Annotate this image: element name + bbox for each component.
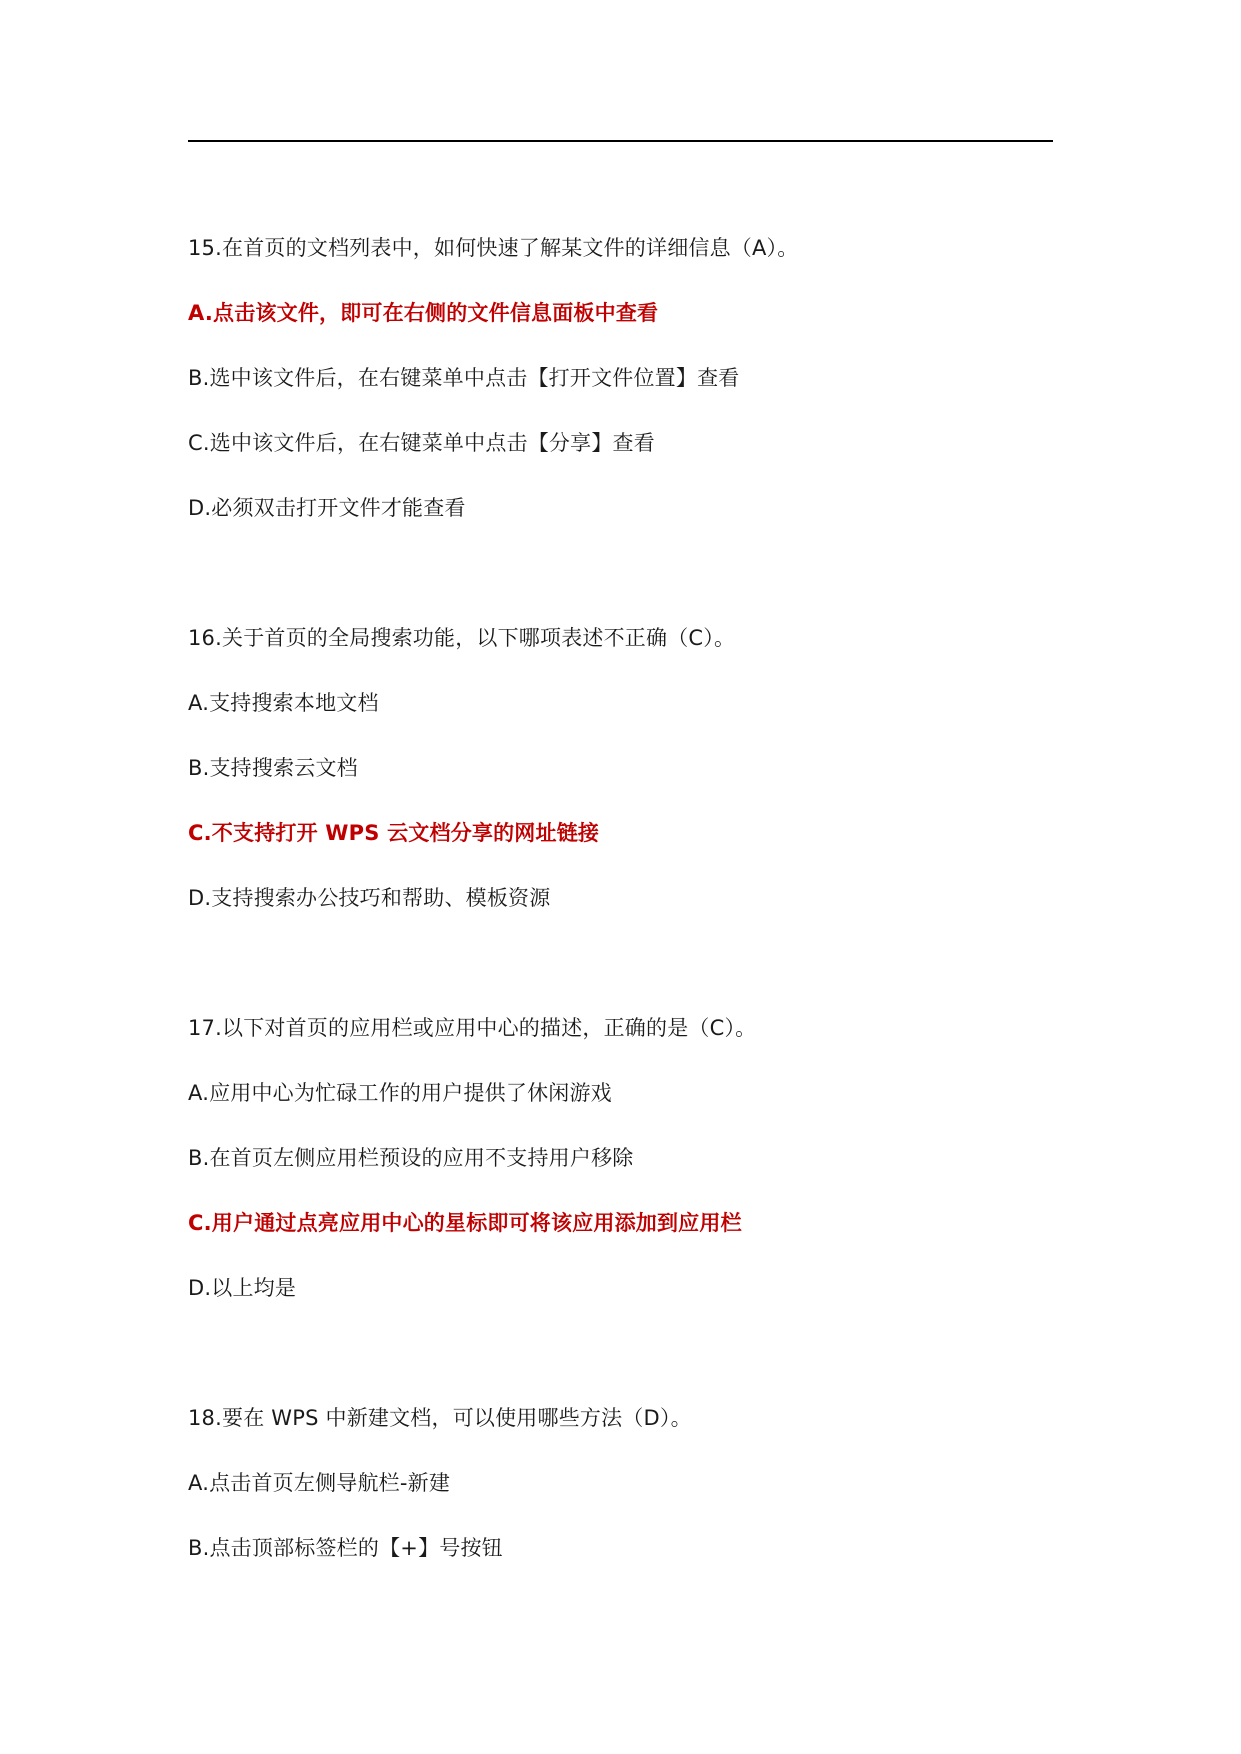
- question-16-option-d: D.支持搜索办公技巧和帮助、模板资源: [188, 886, 551, 910]
- question-18-option-a: A.点击首页左侧导航栏-新建: [188, 1471, 451, 1495]
- question-17-option-d: D.以上均是: [188, 1276, 297, 1300]
- question-17-option-a: A.应用中心为忙碌工作的用户提供了休闲游戏: [188, 1081, 612, 1105]
- question-15-option-b: B.选中该文件后，在右键菜单中点击【打开文件位置】查看: [188, 366, 740, 390]
- question-15-stem: 15.在首页的文档列表中，如何快速了解某文件的详细信息（A）。: [188, 236, 799, 260]
- question-16-stem: 16.关于首页的全局搜索功能，以下哪项表述不正确（C）。: [188, 626, 736, 650]
- question-15-option-d: D.必须双击打开文件才能查看: [188, 496, 466, 520]
- question-16-option-c: C.不支持打开 WPS 云文档分享的网址链接: [188, 821, 600, 845]
- question-15-option-c: C.选中该文件后，在右键菜单中点击【分享】查看: [188, 431, 655, 455]
- question-16-option-b: B.支持搜索云文档: [188, 756, 358, 780]
- question-15-option-a: A.点击该文件，即可在右侧的文件信息面板中查看: [188, 301, 659, 325]
- question-18-option-b: B.点击顶部标签栏的【+】号按钮: [188, 1536, 503, 1560]
- question-17-option-b: B.在首页左侧应用栏预设的应用不支持用户移除: [188, 1146, 634, 1170]
- question-17-stem: 17.以下对首页的应用栏或应用中心的描述，正确的是（C）。: [188, 1016, 757, 1040]
- question-16-option-a: A.支持搜索本地文档: [188, 691, 379, 715]
- header-rule: [188, 140, 1053, 142]
- question-18-stem: 18.要在 WPS 中新建文档，可以使用哪些方法（D）。: [188, 1406, 692, 1430]
- question-17-option-c: C.用户通过点亮应用中心的星标即可将该应用添加到应用栏: [188, 1211, 742, 1235]
